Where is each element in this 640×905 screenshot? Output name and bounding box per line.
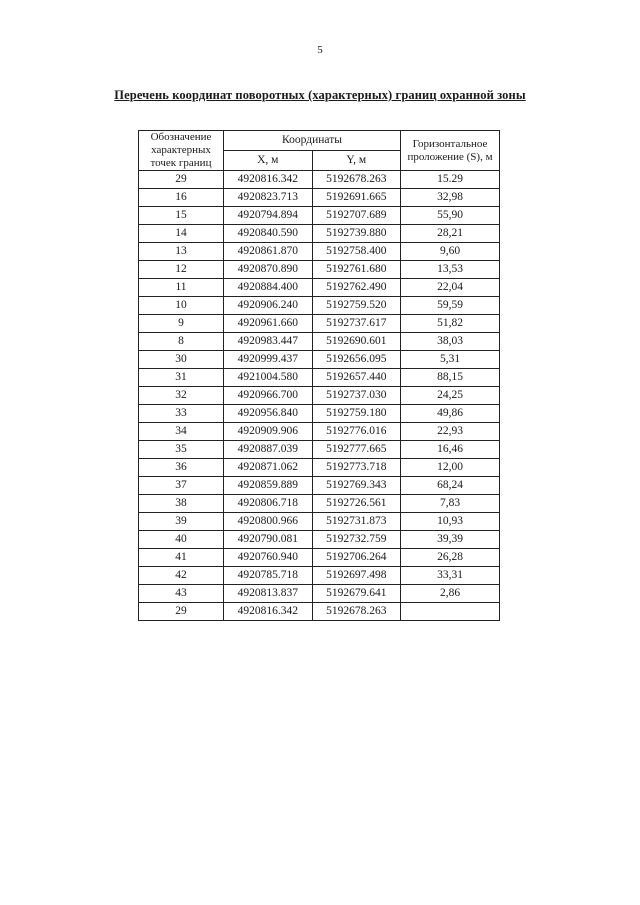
cell-x: 4920816.342 [224,171,313,189]
table-row [139,171,500,189]
page-number: 5 [317,44,323,56]
table-row [139,549,500,567]
cell-y: 5192761.680 [312,261,401,279]
cell-y: 5192762.490 [312,279,401,297]
cell-distance: 24,25 [401,387,500,405]
header-distance: Горизонтальное проложение (S), м [401,131,500,171]
cell-x: 4920956.840 [224,405,313,423]
cell-x: 4920999.437 [224,351,313,369]
cell-x: 4920870.890 [224,261,313,279]
cell-point: 8 [139,333,224,351]
cell-x: 4920906.240 [224,297,313,315]
cell-y: 5192656.095 [312,351,401,369]
cell-x: 4920861.870 [224,243,313,261]
table-row [139,495,500,513]
cell-distance: 68,24 [401,477,500,495]
cell-y: 5192706.264 [312,549,401,567]
cell-distance: 22,93 [401,423,500,441]
cell-y: 5192758.400 [312,243,401,261]
cell-point: 41 [139,549,224,567]
cell-point: 36 [139,459,224,477]
cell-point: 16 [139,189,224,207]
table-row [139,585,500,603]
cell-distance: 59,59 [401,297,500,315]
cell-point: 15 [139,207,224,225]
cell-x: 4920816.342 [224,603,313,621]
table-row [139,207,500,225]
header-x: X, м [224,151,313,171]
table-row [139,351,500,369]
cell-y: 5192679.641 [312,585,401,603]
table-row [139,189,500,207]
cell-distance: 55,90 [401,207,500,225]
header-point: Обозначение характерных точек границ [139,131,224,171]
header-coordinates: Координаты [224,131,401,151]
cell-distance: 39,39 [401,531,500,549]
cell-x: 4920785.718 [224,567,313,585]
cell-y: 5192731.873 [312,513,401,531]
cell-x: 4920871.062 [224,459,313,477]
cell-point: 29 [139,171,224,189]
cell-y: 5192773.718 [312,459,401,477]
table-body [139,171,500,621]
cell-y: 5192759.180 [312,405,401,423]
cell-x: 4920884.400 [224,279,313,297]
cell-y: 5192777.665 [312,441,401,459]
cell-point: 43 [139,585,224,603]
cell-point: 29 [139,603,224,621]
cell-point: 32 [139,387,224,405]
cell-x: 4920794.894 [224,207,313,225]
cell-distance: 51,82 [401,315,500,333]
cell-distance: 38,03 [401,333,500,351]
cell-distance: 16,46 [401,441,500,459]
cell-y: 5192690.601 [312,333,401,351]
cell-distance: 28,21 [401,225,500,243]
table-row [139,297,500,315]
cell-x: 4920840.590 [224,225,313,243]
cell-x: 4920806.718 [224,495,313,513]
table-row [139,423,500,441]
cell-distance: 12,00 [401,459,500,477]
cell-x: 4920859.889 [224,477,313,495]
cell-x: 4920961.660 [224,315,313,333]
cell-distance: 7,83 [401,495,500,513]
table-row [139,261,500,279]
cell-y: 5192657.440 [312,369,401,387]
cell-point: 12 [139,261,224,279]
cell-distance: 26,28 [401,549,500,567]
table-row [139,225,500,243]
cell-point: 31 [139,369,224,387]
cell-y: 5192697.498 [312,567,401,585]
cell-distance: 49,86 [401,405,500,423]
cell-y: 5192759.520 [312,297,401,315]
table-row [139,279,500,297]
coordinates-table [138,130,500,621]
cell-distance: 22,04 [401,279,500,297]
cell-point: 9 [139,315,224,333]
cell-distance: 33,31 [401,567,500,585]
table-row [139,567,500,585]
cell-x: 4921004.580 [224,369,313,387]
cell-x: 4920823.713 [224,189,313,207]
table-row [139,333,500,351]
cell-x: 4920966.700 [224,387,313,405]
cell-x: 4920760.940 [224,549,313,567]
table-row [139,459,500,477]
cell-distance: 15.29 [401,171,500,189]
cell-distance: 9,60 [401,243,500,261]
table-row [139,603,500,621]
cell-x: 4920983.447 [224,333,313,351]
cell-distance: 5,31 [401,351,500,369]
cell-x: 4920800.966 [224,513,313,531]
table-row [139,315,500,333]
table-row [139,531,500,549]
cell-y: 5192737.617 [312,315,401,333]
cell-y: 5192739.880 [312,225,401,243]
cell-distance: 10,93 [401,513,500,531]
cell-y: 5192726.561 [312,495,401,513]
cell-y: 5192732.759 [312,531,401,549]
cell-point: 33 [139,405,224,423]
cell-point: 35 [139,441,224,459]
cell-y: 5192769.343 [312,477,401,495]
cell-distance [401,603,500,621]
cell-point: 14 [139,225,224,243]
cell-point: 10 [139,297,224,315]
cell-point: 40 [139,531,224,549]
cell-distance: 88,15 [401,369,500,387]
header-y: Y, м [312,151,401,171]
cell-distance: 32,98 [401,189,500,207]
cell-point: 42 [139,567,224,585]
table-row [139,513,500,531]
table-row [139,405,500,423]
cell-y: 5192678.263 [312,603,401,621]
table-row [139,243,500,261]
cell-point: 37 [139,477,224,495]
cell-distance: 13,53 [401,261,500,279]
cell-point: 13 [139,243,224,261]
table-header [139,131,500,171]
table-row [139,387,500,405]
cell-point: 39 [139,513,224,531]
cell-point: 11 [139,279,224,297]
cell-point: 30 [139,351,224,369]
cell-y: 5192737.030 [312,387,401,405]
cell-x: 4920909.906 [224,423,313,441]
table-row [139,477,500,495]
cell-x: 4920813.837 [224,585,313,603]
cell-x: 4920887.039 [224,441,313,459]
table-row [139,369,500,387]
cell-distance: 2,86 [401,585,500,603]
cell-point: 34 [139,423,224,441]
document-title: Перечень координат поворотных (характерных) границ охранной зоны [114,88,526,102]
cell-y: 5192707.689 [312,207,401,225]
cell-point: 38 [139,495,224,513]
cell-x: 4920790.081 [224,531,313,549]
cell-y: 5192678.263 [312,171,401,189]
table-row [139,441,500,459]
cell-y: 5192776.016 [312,423,401,441]
cell-y: 5192691.665 [312,189,401,207]
